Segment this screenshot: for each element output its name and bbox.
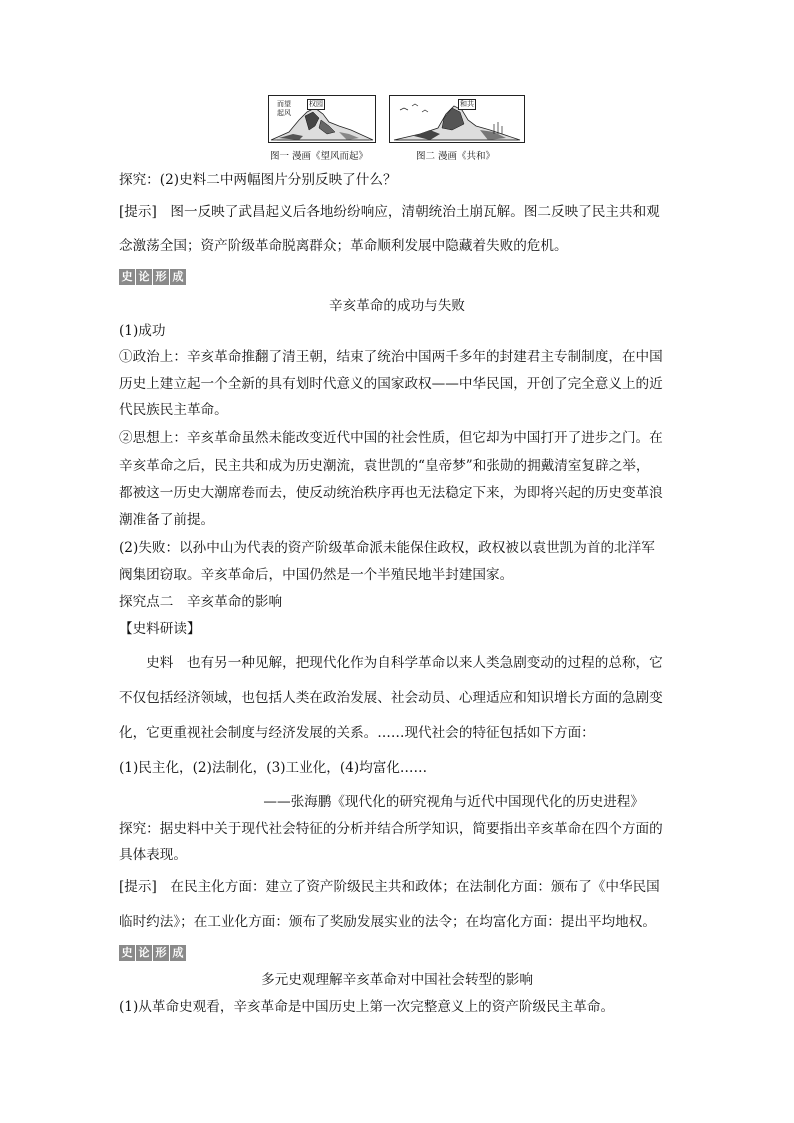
section-badge-2 [119, 945, 187, 961]
figure-1-side-text: 而望起风 [277, 100, 291, 117]
section-badge-1 [119, 269, 187, 285]
badge-char: 论 [136, 945, 152, 961]
hint-line-2: 念激荡全国；资产阶级革命脱离群众；革命顺利发展中隐藏着失败的危机。 [119, 238, 568, 254]
badge-char: 形 [153, 945, 169, 961]
paragraph-line: ①政治上：辛亥革命推翻了清王朝，结束了统治中国两千多年的封建君主专制制度，在中国 [119, 349, 663, 365]
paragraph-line: 潮准备了前提。 [119, 512, 215, 528]
section-heading-explore-2: 探究点二 辛亥革命的影响 [119, 594, 283, 610]
paragraph-line: ②思想上：辛亥革命虽然未能改变近代中国的社会性质，但它却为中国打开了进步之门。在 [119, 430, 663, 446]
paragraph-line: 辛亥革命之后，民主共和成为历史潮流，袁世凯的“皇帝梦”和张勋的拥戴清室复辟之举， [119, 458, 650, 474]
figure-1-stamp: 权园 [309, 100, 323, 108]
hint-line: [提示] 在民主化方面：建立了资产阶级民主共和政体；在法制化方面：颁布了《中华民国 [119, 879, 660, 895]
source-line: 不仅包括经济领域，也包括人类在政治发展、社会动员、心理适应和知识增长方面的急剧变 [119, 690, 663, 706]
hint-line: 临时约法》；在工业化方面：颁布了奖励发展实业的法令；在均富化方面：提出平均地权。 [119, 914, 656, 930]
explore-line: 具体表现。 [119, 847, 187, 863]
figure-1-caption: 图一 漫画《望风而起》 [270, 151, 369, 162]
explore-question-2: 探究：(2)史料二中两幅图片分别反映了什么？ [119, 172, 397, 188]
badge-char: 形 [153, 269, 169, 285]
figure-area [268, 95, 528, 165]
source-line: 史料 也有另一种见解，把现代化作为自科学革命以来人类急剧变动的过程的总称，它 [119, 655, 663, 671]
source-attribution: ——张海鹏《现代化的研究视角与近代中国现代化的历史进程》 [263, 794, 644, 810]
cartoon-figure-2 [389, 95, 525, 143]
figure-2-caption: 图二 漫画《共和》 [416, 151, 496, 162]
source-line: (1)民主化，(2)法制化，(3)工业化，(4)均富化…… [119, 760, 428, 776]
paragraph-line: 代民族民主革命。 [119, 402, 228, 418]
hint-line-1: [提示] 图一反映了武昌起义后各地纷纷响应，清朝统治土崩瓦解。图二反映了民主共和观 [119, 204, 660, 220]
paragraph-line: (2)失败：以孙中山为代表的资产阶级革命派未能保住政权，政权被以袁世凯为首的北洋军 [119, 540, 655, 556]
badge-char: 成 [170, 269, 186, 285]
badge-char: 成 [170, 945, 186, 961]
section-1-title: 辛亥革命的成功与失败 [329, 298, 465, 314]
badge-char: 史 [119, 269, 135, 285]
source-reading-heading: 【史料研读】 [119, 621, 201, 637]
rock-sketch-image [390, 96, 524, 142]
source-line: 化，它更重视社会制度与经济发展的关系。……现代社会的特征包括如下方面： [119, 725, 595, 741]
figure-2-stamp: 和共 [460, 100, 474, 108]
section-2-title: 多元史观理解辛亥革命对中国社会转型的影响 [261, 972, 533, 988]
badge-char: 史 [119, 945, 135, 961]
paragraph-line: 阀集团窃取。辛亥革命后，中国仍然是一个半殖民地半封建国家。 [119, 567, 514, 583]
paragraph-line: 都被这一历史大潮席卷而去，使反动统治秩序再也无法稳定下来，为即将兴起的历史变革浪 [119, 485, 663, 501]
paragraph-line: 历史上建立起一个全新的具有划时代意义的国家政权——中华民国，开创了完全意义上的近 [119, 376, 663, 392]
paragraph-line: (1)从革命史观看，辛亥革命是中国历史上第一次完整意义上的资产阶级民主革命。 [119, 999, 615, 1015]
badge-char: 论 [136, 269, 152, 285]
paragraph-line: (1)成功 [119, 323, 166, 339]
explore-line: 探究：据史料中关于现代社会特征的分析并结合所学知识，简要指出辛亥革命在四个方面的 [119, 821, 663, 837]
cartoon-figure-1 [268, 95, 376, 143]
